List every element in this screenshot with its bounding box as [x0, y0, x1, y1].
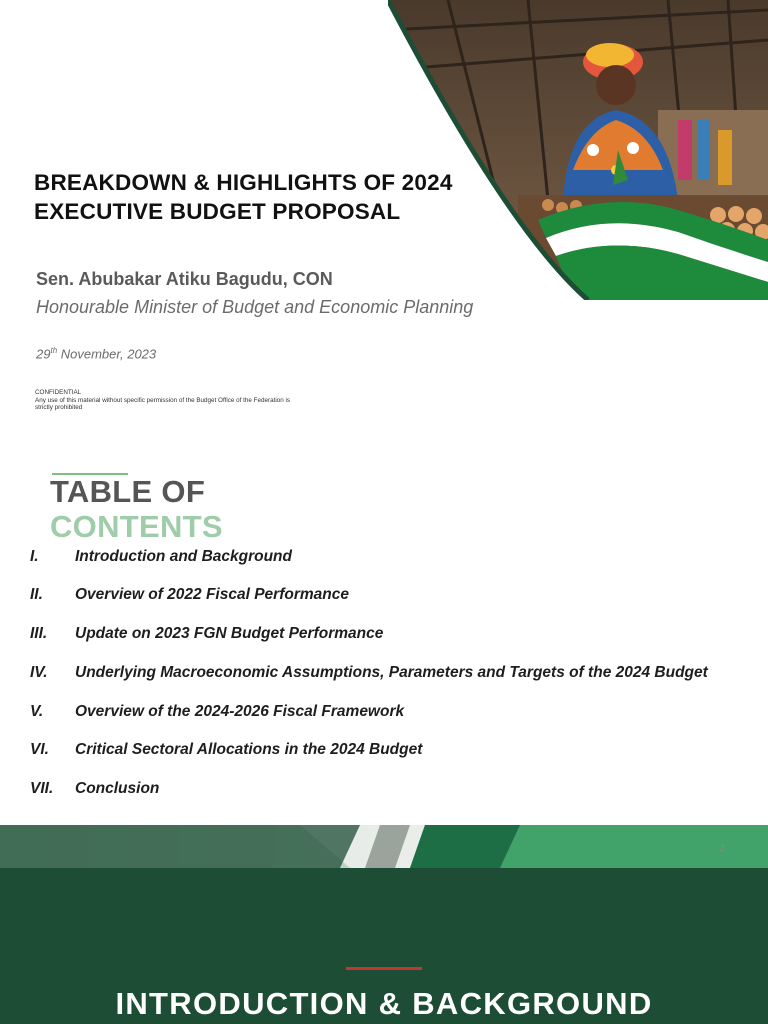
toc-item-number: IV.: [30, 664, 48, 681]
date-day: 29: [36, 346, 51, 362]
toc-item: [0, 741, 768, 765]
toc-item: [0, 548, 768, 572]
toc-item-number: I.: [30, 548, 39, 565]
toc-heading-line-1: TABLE OF: [50, 474, 206, 509]
market-vendor-photo: [388, 0, 768, 300]
presentation-title: [34, 168, 504, 226]
toc-item: [0, 625, 768, 649]
date-suffix: th: [50, 346, 58, 355]
presenter-role: Honourable Minister of Budget and Economic Planning: [36, 297, 474, 317]
toc-item: [0, 780, 768, 804]
toc-item-text: Update on 2023 FGN Budget Performance: [75, 625, 384, 642]
section-title: INTRODUCTION & BACKGROUND: [115, 986, 653, 1021]
toc-item-text: Overview of 2022 Fiscal Performance: [75, 586, 349, 603]
toc-item-text: Critical Sectoral Allocations in the 2024 Budget: [75, 741, 423, 758]
confidential-label: CONFIDENTIAL: [35, 389, 82, 396]
toc-item: [0, 664, 768, 688]
page-number: 2: [720, 844, 725, 853]
toc-item-number: III.: [30, 625, 48, 642]
toc-heading-line-2: CONTENTS: [50, 509, 223, 544]
presenter-name: Sen. Abubakar Atiku Bagudu, CON: [36, 269, 333, 289]
presentation-date: [36, 346, 156, 361]
confidential-notice: [35, 389, 305, 412]
toc-item-number: V.: [30, 703, 44, 720]
toc-item-number: VII.: [30, 780, 54, 797]
confidential-text: Any use of this material without specific permission of the Budget Office of the Federation is strictly prohibited: [35, 396, 291, 411]
toc-item-text: Underlying Macroeconomic Assumptions, Parameters and Targets of the 2024 Budget: [75, 664, 708, 681]
toc-item-text: Overview of the 2024-2026 Fiscal Framework: [75, 703, 405, 720]
title-line-2: EXECUTIVE BUDGET PROPOSAL: [34, 199, 401, 224]
toc-item: [0, 703, 768, 727]
toc-item-text: Introduction and Background: [75, 548, 292, 565]
toc-slide: [0, 432, 768, 868]
date-rest: November, 2023: [57, 346, 157, 362]
cover-slide: [0, 0, 768, 432]
toc-item-number: VI.: [30, 741, 49, 758]
toc-item: [0, 586, 768, 610]
section-accent-rule: [346, 967, 422, 970]
section-divider-slide: [0, 868, 768, 1024]
decorative-footer-band: [0, 825, 768, 868]
title-line-1: BREAKDOWN & HIGHLIGHTS OF 2024: [34, 170, 453, 195]
toc-item-text: Conclusion: [75, 780, 160, 797]
toc-item-number: II.: [30, 586, 43, 603]
